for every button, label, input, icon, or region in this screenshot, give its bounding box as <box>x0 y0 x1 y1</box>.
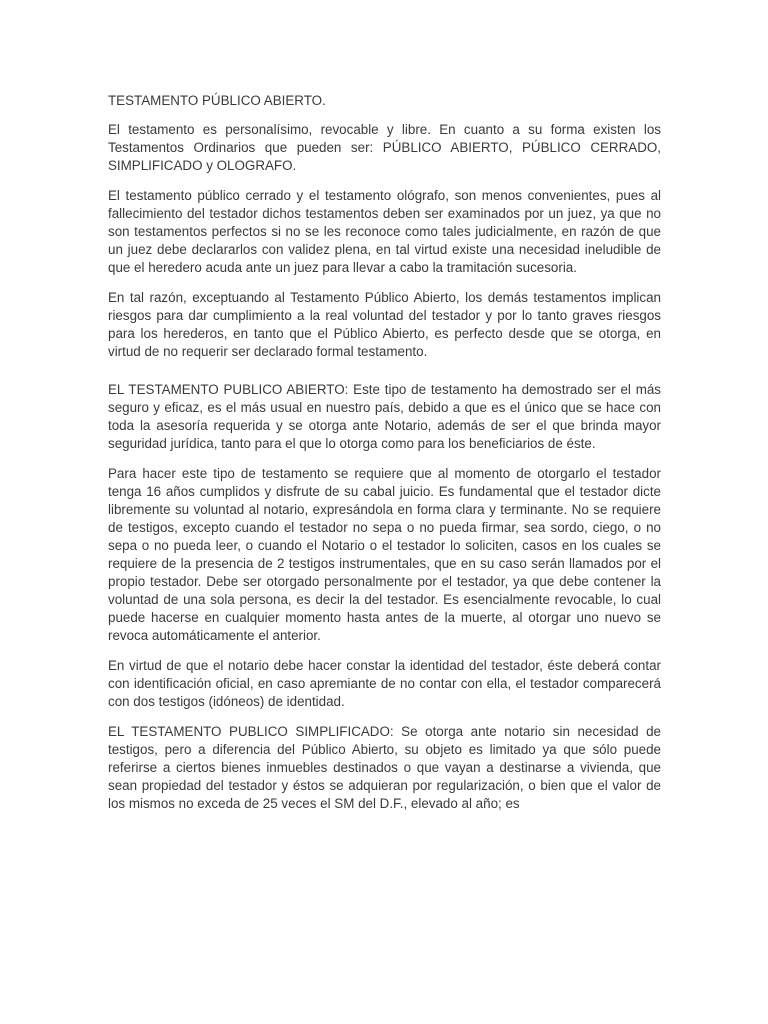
paragraph-requirements: Para hacer este tipo de testamento se requiere que al momento de otorgarlo el testador tenga 16 años cumplidos y disfrute de su cabal juicio. Es fundamental que el testador dicte libremente su voluntad al notario, expresándola en forma clara y terminante. No se requiere de testigos, excepto cuando el testador no sepa o no pueda firmar, sea sordo, ciego, o no sepa o no pueda leer, o cuando el Notario o el testador lo soliciten, casos en los cuales se requiere de la presencia de 2 testigos instrumentales, que en su caso serán llamados por el propio testador. Debe ser otorgado personalmente por el testador, ya que debe contener la voluntad de una sola persona, es decir la del testador. Es esencialmente revocable, lo cual puede hacerse en cualquier momento hasta antes de la muerte, al otorgar uno nuevo se revoca automáticamente el anterior. <box>108 466 661 643</box>
paragraph-closed-and-holographic: El testamento público cerrado y el testamento ológrafo, son menos convenientes, pues al fallecimiento del testador dichos testamentos deben ser examinados por un juez, ya que no son testamentos perfectos si no se les reconoce como tales judicialmente, en razón de que un juez debe declararlos con validez plena, en tal virtud existe una necesidad ineludible de que el heredero acuda ante un juez para llevar a cabo la tramitación sucesoria. <box>108 188 661 275</box>
document-body <box>108 92 661 825</box>
paragraph-risks: En tal razón, exceptuando al Testamento Público Abierto, los demás testamentos implican riesgos para dar cumplimiento a la real voluntad del testador y por lo tanto graves riesgos para los herederos, en tanto que el Público Abierto, es perfecto desde que se otorga, en virtud de no requerir ser declarado formal testamento. <box>108 290 661 359</box>
document-title: TESTAMENTO PÚBLICO ABIERTO. <box>108 93 326 108</box>
paragraph-simplified-will: EL TESTAMENTO PUBLICO SIMPLIFICADO: Se otorga ante notario sin necesidad de testigos, pero a diferencia del Público Abierto, su objeto es limitado ya que sólo puede referirse a ciertos bienes inmuebles destinados o que vayan a destinarse a vivienda, que sean propiedad del testador y éstos se adquieran por regularización, o bien que el valor de los mismos no exceda de 25 veces el SM del D.F., elevado al año; es <box>108 724 661 811</box>
paragraph-public-open-will: EL TESTAMENTO PUBLICO ABIERTO: Este tipo de testamento ha demostrado ser el más seguro y eficaz, es el más usual en nuestro país, debido a que es el único que se hace con toda la asesoría requerida y se otorga ante Notario, además de ser el que brinda mayor seguridad jurídica, tanto para el que lo otorga como para los beneficiarios de éste. <box>108 382 661 451</box>
paragraph-definition: El testamento es personalísimo, revocable y libre. En cuanto a su forma existen los Testamentos Ordinarios que pueden ser: PÚBLICO ABIERTO, PÚBLICO CERRADO, SIMPLIFICADO y OLOGRAFO. <box>108 122 661 173</box>
paragraph-identity: En virtud de que el notario debe hacer constar la identidad del testador, éste deberá contar con identificación oficial, en caso apremiante de no contar con ella, el testador comparecerá con dos testigos (idóneos) de identidad. <box>108 658 661 709</box>
